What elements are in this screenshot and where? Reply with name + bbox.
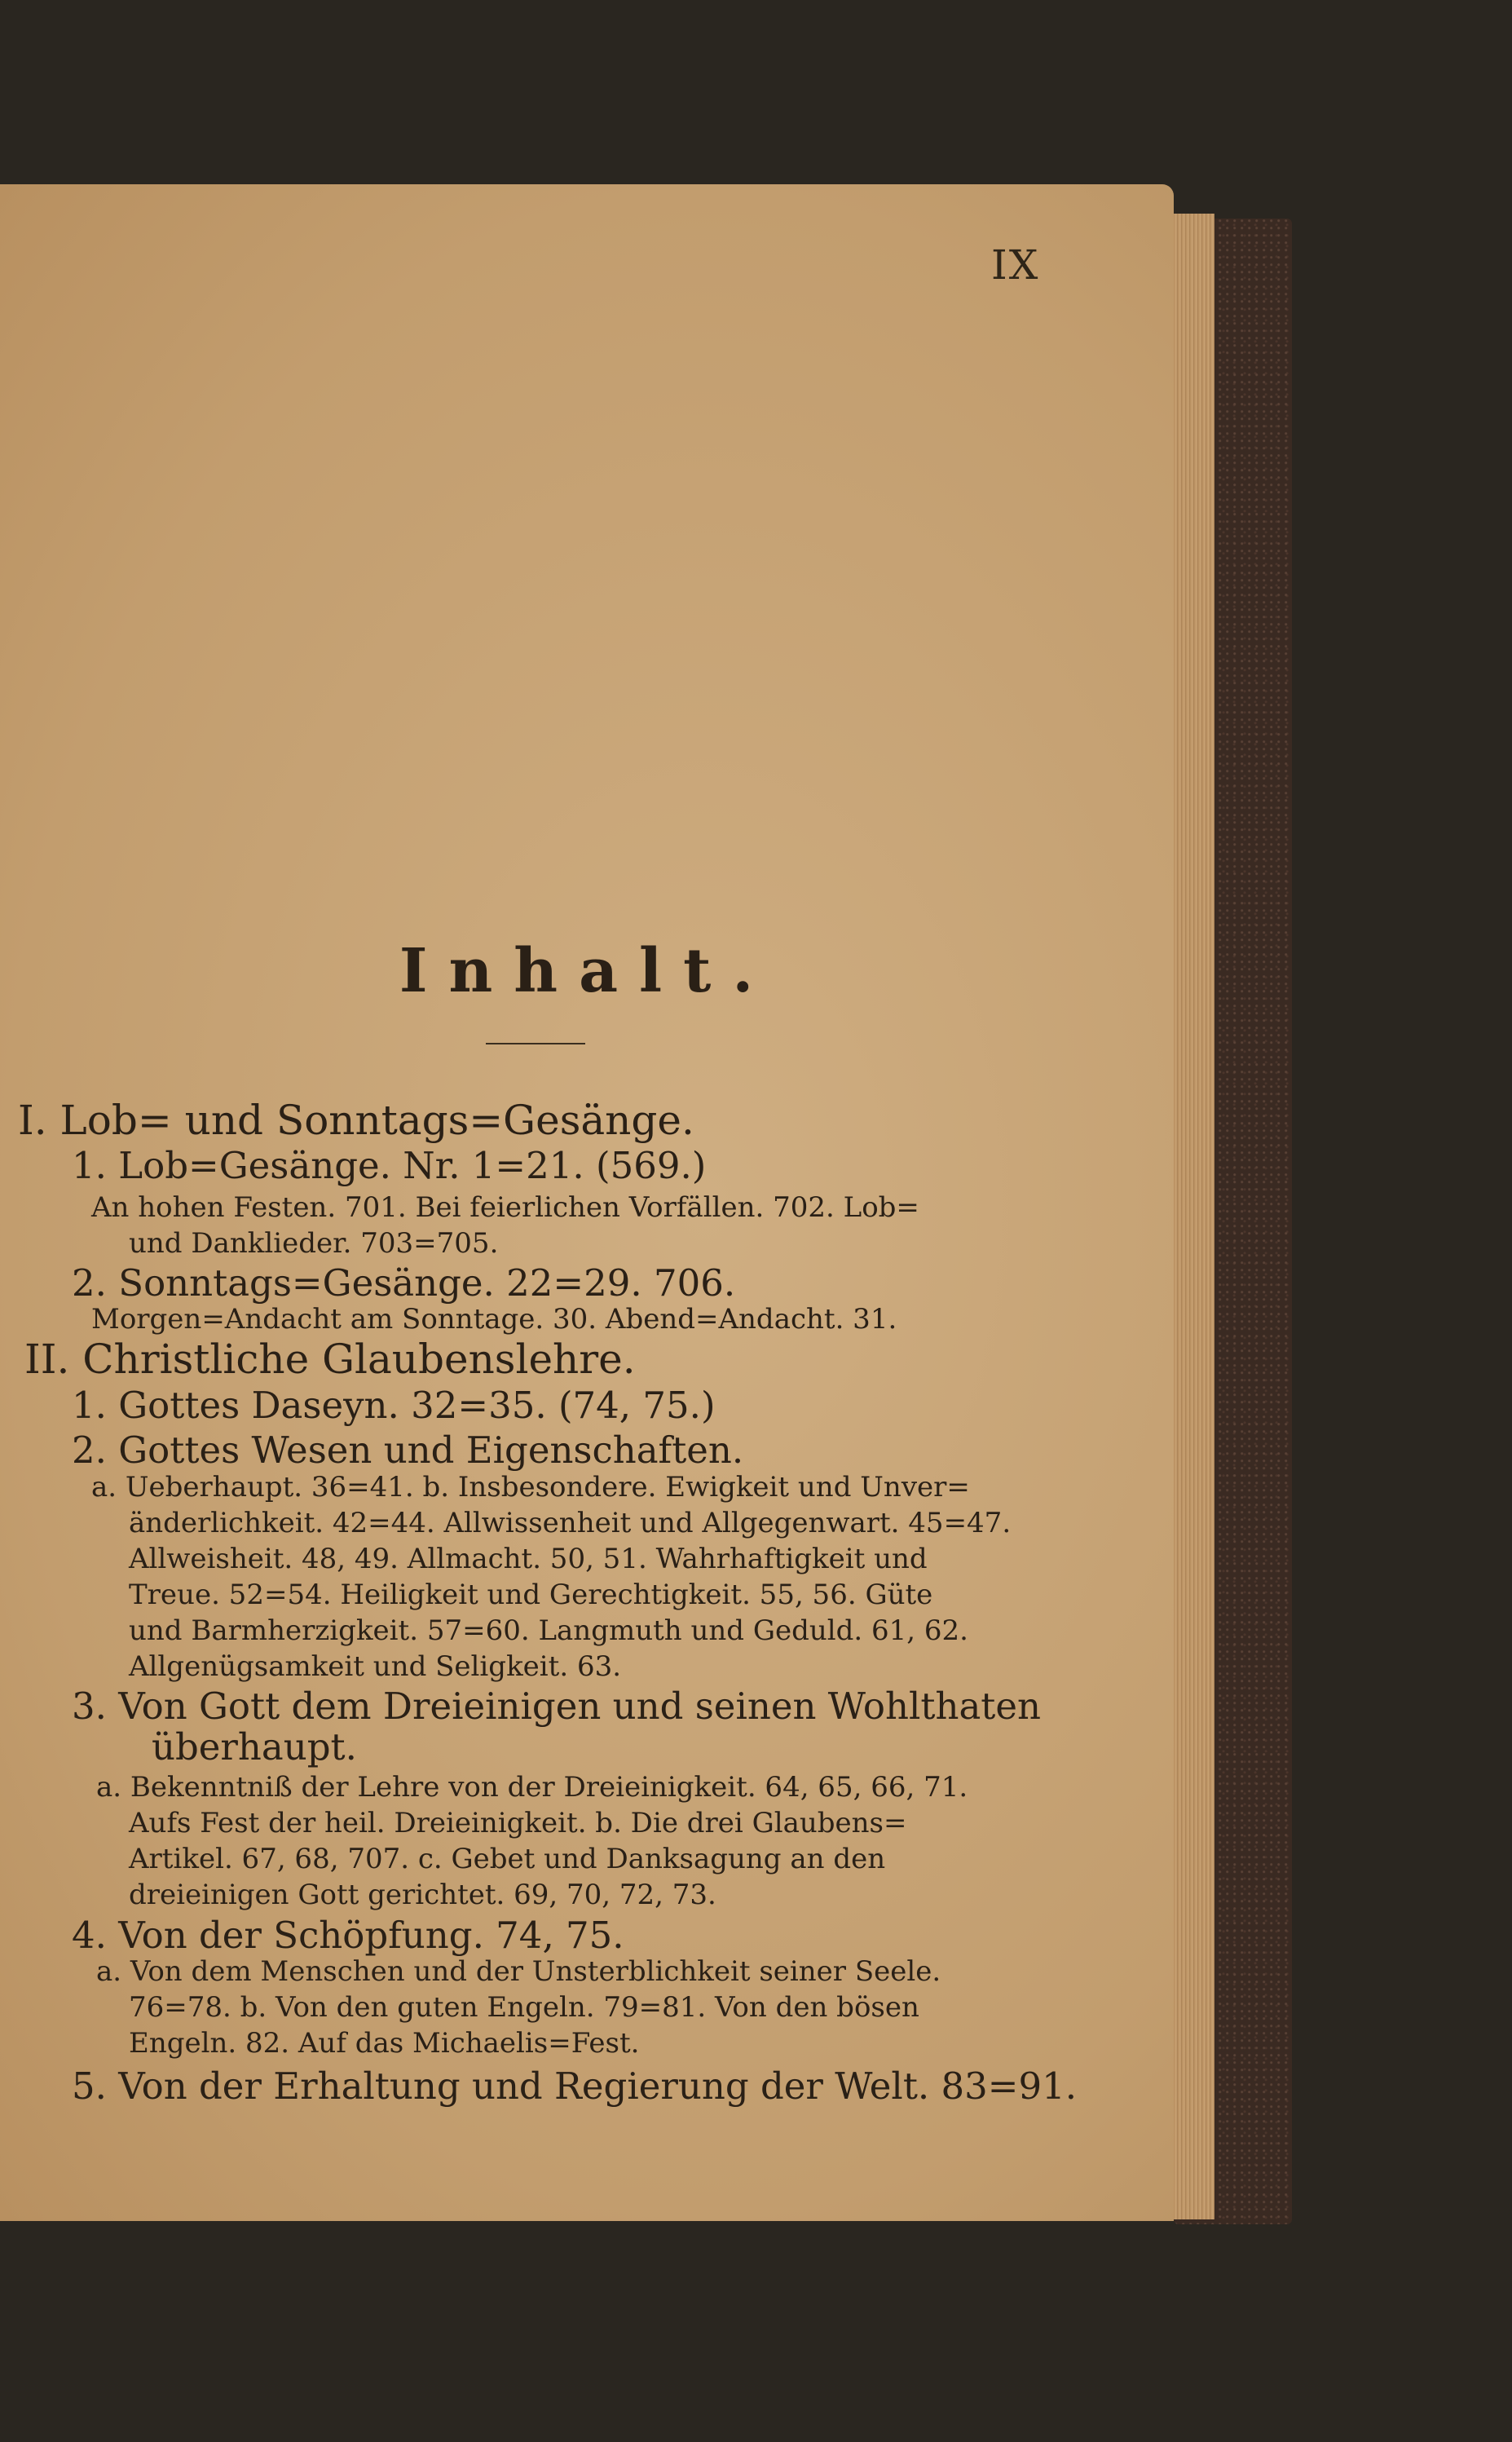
toc-entry-2-3-cont: überhaupt. (152, 1725, 357, 1769)
toc-detail: a. Bekenntniß der Lehre von der Dreieinigkeit. 64, 65, 66, 71. (96, 1771, 968, 1804)
toc-detail: und Danklieder. 703=705. (129, 1227, 499, 1260)
toc-entry-2-3: 3. Von Gott dem Dreieinigen und seinen Wohlthaten (72, 1685, 1041, 1728)
toc-entry-1-2: 2. Sonntags=Gesänge. 22=29. 706. (72, 1261, 736, 1305)
toc-detail: Engeln. 82. Auf das Michaelis=Fest. (129, 2027, 640, 2060)
title-rule (486, 1043, 585, 1044)
toc-detail: Aufs Fest der heil. Dreieinigkeit. b. Die drei Glaubens= (129, 1807, 907, 1839)
toc-section-1: I. Lob= und Sonntags=Gesänge. (18, 1097, 694, 1144)
toc-detail: 76=78. b. Von den guten Engeln. 79=81. Von den bösen (129, 1991, 919, 2024)
toc-detail: Allweisheit. 48, 49. Allmacht. 50, 51. Wahrhaftigkeit und (129, 1543, 928, 1575)
toc-entry-2-2: 2. Gottes Wesen und Eigenschaften. (72, 1429, 744, 1472)
toc-detail: änderlichkeit. 42=44. Allwissenheit und Allgegenwart. 45=47. (129, 1507, 1012, 1539)
page-title: Inhalt. (399, 936, 775, 1006)
toc-detail: An hohen Festen. 701. Bei feierlichen Vorfällen. 702. Lob= (91, 1191, 919, 1224)
toc-detail: Morgen=Andacht am Sonntage. 30. Abend=Andacht. 31. (91, 1303, 897, 1336)
page-number: IX (991, 241, 1040, 289)
toc-detail: Allgenügsamkeit und Seligkeit. 63. (129, 1650, 622, 1683)
toc-entry-2-5: 5. Von der Erhaltung und Regierung der Welt. 83=91. (72, 2064, 1078, 2108)
toc-detail: a. Von dem Menschen und der Unsterblichkeit seiner Seele. (96, 1955, 941, 1988)
toc-detail: und Barmherzigkeit. 57=60. Langmuth und Geduld. 61, 62. (129, 1614, 968, 1647)
toc-section-2: II. Christliche Glaubenslehre. (24, 1336, 636, 1383)
toc-entry-2-1: 1. Gottes Daseyn. 32=35. (74, 75.) (72, 1384, 716, 1427)
toc-detail: dreieinigen Gott gerichtet. 69, 70, 72, 73. (129, 1879, 716, 1911)
toc-entry-1-1: 1. Lob=Gesänge. Nr. 1=21. (569.) (72, 1144, 707, 1187)
toc-detail: a. Ueberhaupt. 36=41. b. Insbesondere. Ewigkeit und Unver= (91, 1471, 970, 1504)
toc-detail: Treue. 52=54. Heiligkeit und Gerechtigkeit. 55, 56. Güte (129, 1579, 933, 1611)
toc-detail: Artikel. 67, 68, 707. c. Gebet und Danksagung an den (129, 1843, 886, 1875)
toc-entry-2-4: 4. Von der Schöpfung. 74, 75. (72, 1914, 624, 1957)
